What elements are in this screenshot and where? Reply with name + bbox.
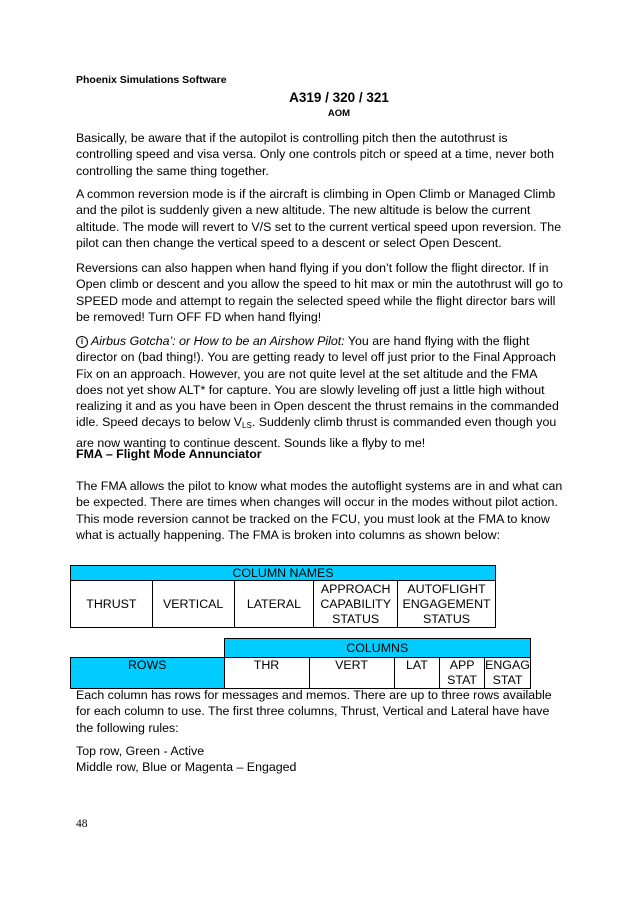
column-name-cell: APPROACH CAPABILITY STATUS <box>314 581 398 628</box>
gotcha-text-b: . Suddenly climb thrust is commanded even though you are now wanting to continue descent. Sounds like a flyby to me! <box>76 415 557 450</box>
column-names-header: COLUMN NAMES <box>71 566 496 581</box>
vls-subscript: LS <box>242 421 252 431</box>
row-rule-middle: Middle row, Blue or Magenta – Engaged <box>76 760 297 775</box>
document-subtitle: AOM <box>327 108 351 119</box>
rows-label: ROWS <box>71 658 225 689</box>
paragraph-airbus-gotcha <box>76 333 566 451</box>
gotcha-title: Airbus Gotcha’: or How to be an Airshow Pilot: <box>91 334 345 348</box>
company-name: Phoenix Simulations Software <box>76 74 227 86</box>
page-number: 48 <box>76 818 88 830</box>
column-name-cell: AUTOFLIGHT ENGAGEMENT STATUS <box>398 581 496 628</box>
column-cell: ENGAG STAT <box>485 658 530 687</box>
gotcha-text-a: You are hand flying with the flight director on (bad thing!). You are getting ready to level off just prior to the Final Approach Fix on an approach. However, you are not quite level at the set altitude and the FMA does not yet show ALT* for capture. You are slowly leveling off just a little high without realizing it and as you have been in Open descent the thrust remains in the commanded idle. Speed decays to below V <box>76 334 559 430</box>
column-cell: APP STAT <box>440 658 485 689</box>
paragraph-column-rows: Each column has rows for messages and memos. There are up to three rows available for each column to use. The first three columns, Thrust, Vertical and Lateral have have the following rules: <box>76 688 552 735</box>
paragraph-reversion-mode: A common reversion mode is if the aircraft is climbing in Open Climb or Managed Climb and the pilot is suddenly given a new altitude. The new altitude is below the current altitude. The mode will revert to V/S set to the current vertical speed upon reversion. The pilot can then change the vertical speed to a descent or select Open Descent. <box>76 187 562 250</box>
blank-cell <box>71 639 225 658</box>
info-icon: i <box>76 336 88 348</box>
info-note <box>76 334 345 348</box>
column-name-cell: THRUST <box>71 581 153 628</box>
document-title: A319 / 320 / 321 <box>289 90 389 105</box>
column-cell: VERT <box>309 658 394 689</box>
column-cell: LAT <box>394 658 440 689</box>
column-cell: THR <box>224 658 309 689</box>
fma-heading: FMA – Flight Mode Annunciator <box>76 447 262 461</box>
column-name-cell: LATERAL <box>234 581 314 628</box>
row-rules <box>76 743 566 776</box>
paragraph-autopilot-autothrust: Basically, be aware that if the autopilot is controlling pitch then the autothrust is controlling speed and visa versa. Only one controls pitch or speed at a time, never both controlling the same thing together. <box>76 131 554 178</box>
columns-header: COLUMNS <box>224 639 530 658</box>
paragraph-fma-description: The FMA allows the pilot to know what modes the autoflight systems are in and what can be expected. There are times when changes will occur in the modes without pilot action. This mode reversion cannot be tracked on the FCU, you must look at the FMA to know what is actually happening. The FMA is broken into columns as shown below: <box>76 479 563 542</box>
column-names-table <box>70 565 496 628</box>
row-rule-top: Top row, Green - Active <box>76 744 205 758</box>
paragraph-hand-flying-reversion: Reversions can also happen when hand flying if you don’t follow the flight director. If in Open climb or descent and you allow the speed to hit max or min the autothrust will go to SPEED mode and attempt to regain the selected speed while the flight director bars will be removed! Turn OFF FD when hand flying! <box>76 261 563 324</box>
columns-table <box>70 638 531 689</box>
column-name-cell: VERTICAL <box>152 581 234 628</box>
